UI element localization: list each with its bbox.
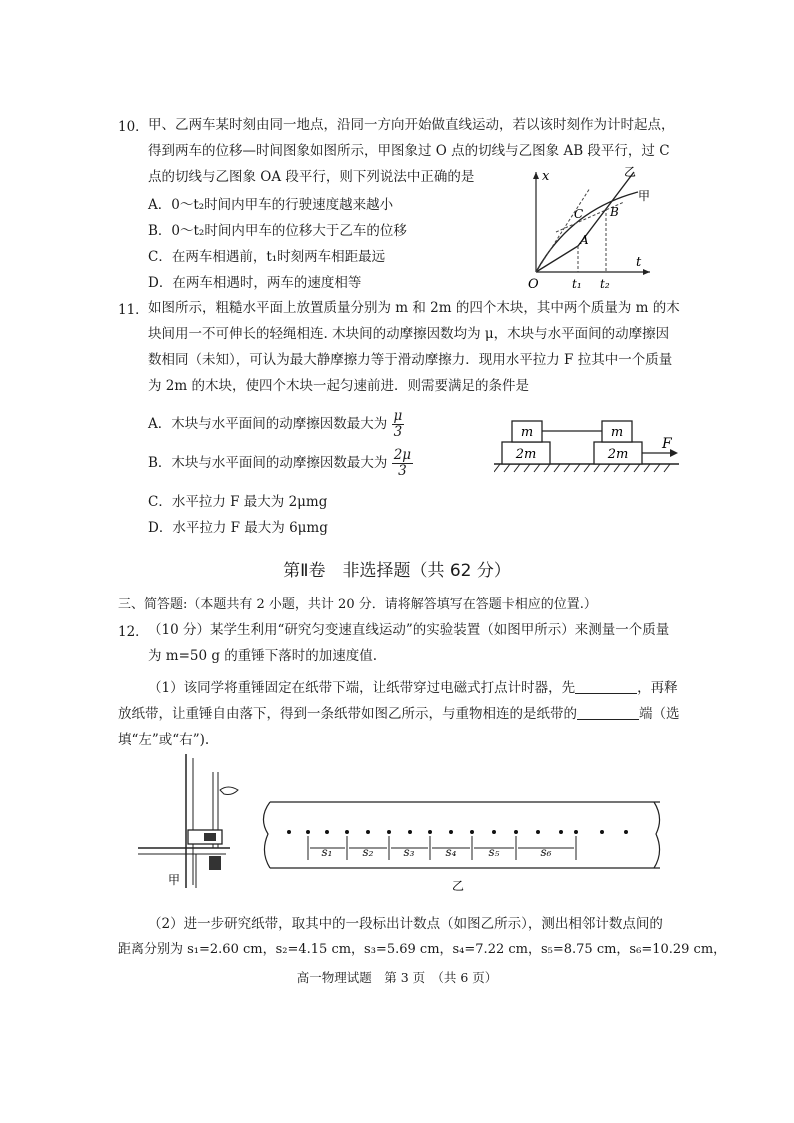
x-axis-arrow bbox=[533, 172, 539, 179]
segment-s5-label: s₅ bbox=[488, 845, 500, 859]
label-jia: 甲 bbox=[638, 189, 651, 203]
q12-intro-line-1: （10 分）某学生利用“研究匀变速直线运动”的实验装置（如图甲所示）来测量一个质量 bbox=[148, 622, 670, 638]
fig-jia-label: 甲 bbox=[168, 873, 181, 887]
timer-clamp bbox=[204, 833, 216, 841]
section-3-instruction: 三、简答题:（本题共有 2 小题，共计 20 分．请将解答填写在答题卡相应的位置.） bbox=[118, 597, 597, 612]
q12-part1-line-2: 放纸带，让重锤自由落下，得到一条纸带如图乙所示，与重物相连的是纸带的 端（选 bbox=[118, 706, 680, 722]
hand-icon bbox=[220, 787, 238, 795]
ground-hatching bbox=[494, 464, 670, 472]
q12-part1-line-3: 填“左”或“右”). bbox=[118, 732, 210, 748]
q11-option-b-text: B．木块与水平面间的动摩擦因数最大为 bbox=[148, 455, 388, 471]
t-axis-label: t bbox=[636, 255, 642, 270]
q11-option-c: C．水平拉力 F 最大为 2μmg bbox=[148, 494, 328, 510]
weight-block bbox=[209, 856, 221, 870]
tape-right-tear bbox=[654, 802, 660, 868]
point-a-label: A bbox=[580, 233, 589, 247]
q12-part1-line-1: （1）该同学将重锤固定在纸带下端，让纸带穿过电磁式打点计时器，先 ，再释 bbox=[148, 680, 678, 696]
label-force: F bbox=[662, 436, 672, 452]
q11-stem-line-4: 为 2m 的木块，使四个木块一起匀速前进．则需要满足的条件是 bbox=[148, 378, 529, 394]
label-yi: 乙 bbox=[624, 165, 637, 179]
q10-stem-line-3: 点的切线与乙图象 OA 段平行，则下列说法中正确的是 bbox=[148, 169, 475, 185]
section-2-title: 第Ⅱ卷 非选择题（共 62 分） bbox=[283, 561, 511, 581]
x-axis-label: x bbox=[542, 169, 550, 184]
q12-intro-line-2: 为 m=50 g 的重锤下落时的加速度值. bbox=[148, 648, 378, 664]
curve-jia bbox=[536, 192, 638, 272]
q11-number: 11． bbox=[118, 302, 149, 318]
q11-stem-line-3: 数相同（未知），可认为最大静摩擦力等于滑动摩擦力．现用水平拉力 F 拉其中一个质量 bbox=[148, 352, 673, 368]
label-m-left: m bbox=[520, 425, 534, 440]
segment-s4-label: s₄ bbox=[445, 845, 457, 859]
tape-left-tear bbox=[263, 802, 270, 868]
segment-s2-label: s₂ bbox=[362, 845, 374, 859]
q10-xt-graph bbox=[520, 160, 660, 300]
line-yi bbox=[536, 172, 634, 272]
segment-s3-label: s₃ bbox=[403, 845, 415, 859]
q10-stem-line-2: 得到两车的位移—时间图象如图所示，甲图象过 O 点的切线与乙图象 AB 段平行，过 C bbox=[148, 143, 670, 159]
q11-option-a-text: A．木块与水平面间的动摩擦因数最大为 bbox=[148, 416, 388, 432]
q11-option-a bbox=[148, 405, 404, 443]
tape-dots bbox=[287, 830, 628, 834]
fig-yi-label: 乙 bbox=[451, 879, 465, 893]
q11-option-d: D．水平拉力 F 最大为 6μmg bbox=[148, 520, 328, 536]
label-2m-right: 2m bbox=[607, 447, 629, 462]
q12-blank-2[interactable] bbox=[577, 705, 639, 720]
q10-option-c: C．在两车相遇前，t₁时刻两车相距最远 bbox=[148, 249, 386, 265]
q10-number: 10． bbox=[118, 119, 149, 135]
q12-blank-1[interactable] bbox=[575, 679, 637, 694]
t2-label: t₂ bbox=[600, 277, 610, 291]
q12-part2-line-2: 距离分别为 s₁=2.60 cm，s₂=4.15 cm，s₃=5.69 cm，s₄=7.22 cm，s₅=8.75 cm，s₆=10.29 cm， bbox=[118, 942, 727, 957]
t1-label: t₁ bbox=[572, 277, 582, 291]
origin-label: O bbox=[528, 277, 539, 292]
point-c-label: C bbox=[574, 207, 584, 221]
q12-number: 12． bbox=[118, 624, 149, 640]
apparatus-figure-jia bbox=[138, 750, 248, 890]
point-b-label: B bbox=[610, 205, 619, 219]
q10-option-a: A．0～t₂时间内甲车的行驶速度越来越小 bbox=[148, 197, 394, 213]
q11-option-a-fraction: $\frac{\mu}{3}$ bbox=[393, 408, 403, 440]
q11-blocks-figure bbox=[494, 418, 684, 480]
q10-option-b: B．0～t₂时间内甲车的位移大于乙车的位移 bbox=[148, 223, 407, 239]
q10-stem-line-1: 甲、乙两车某时刻由同一地点，沿同一方向开始做直线运动，若以该时刻作为计时起点， bbox=[148, 117, 675, 133]
t-axis-arrow bbox=[643, 269, 650, 275]
segment-s1-label: s₁ bbox=[321, 845, 333, 859]
page-footer: 高一物理试题 第 3 页 （共 6 页） bbox=[296, 970, 498, 985]
label-2m-left: 2m bbox=[515, 447, 537, 462]
label-m-right: m bbox=[610, 425, 624, 440]
q11-stem-line-1: 如图所示，粗糙水平面上放置质量分别为 m 和 2m 的四个木块，其中两个质量为 m 的木 bbox=[148, 300, 680, 316]
segment-s6-label: s₆ bbox=[540, 845, 552, 859]
q12-part2-line-1: （2）进一步研究纸带，取其中的一段标出计数点（如图乙所示），测出相邻计数点间的 bbox=[148, 916, 663, 932]
q11-stem-line-2: 块间用一不可伸长的轻绳相连. 木块间的动摩擦因数均为 μ，木块与水平面间的动摩擦因 bbox=[148, 326, 670, 342]
paper-tape-figure-yi bbox=[258, 798, 664, 894]
q11-option-b bbox=[148, 444, 413, 482]
q10-option-d: D．在两车相遇时，两车的速度相等 bbox=[148, 275, 362, 291]
q11-option-b-fraction: $\frac{2\mu}{3}$ bbox=[393, 447, 412, 479]
